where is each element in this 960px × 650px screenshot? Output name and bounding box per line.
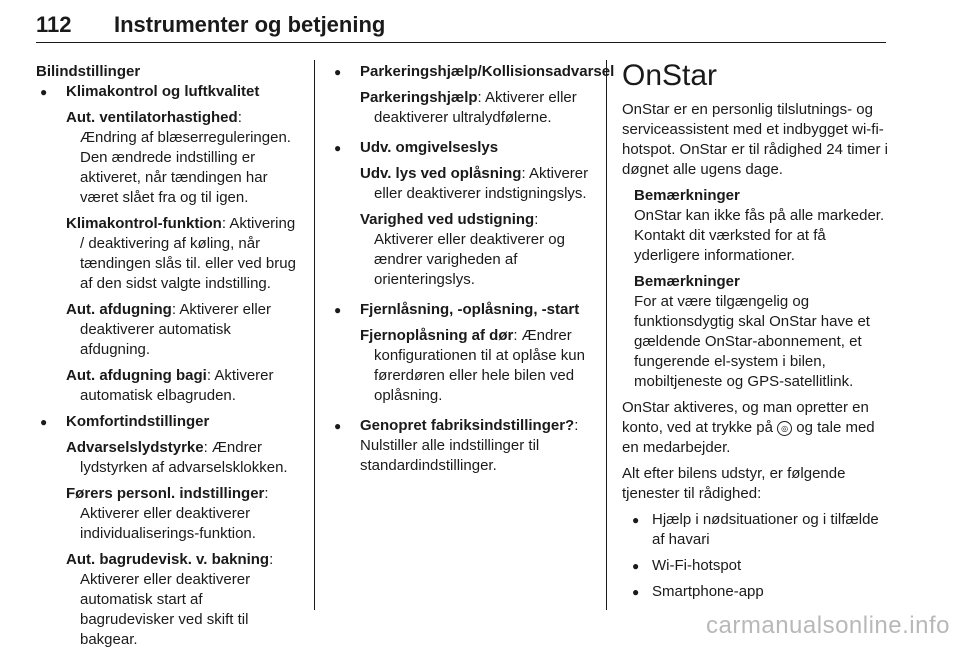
setting-item xyxy=(330,164,590,204)
intro-paragraph: OnStar er en personlig tilslutnings- og serviceassistent med et indbygget wi-fi-hotspot. OnStar er til rådighed 24 timer i døgnet alle ugens dage. xyxy=(622,101,888,178)
setting-text: : Ændring af blæserreguleringen. Den ændrede indstilling er aktiveret, når tændingen har været slået fra og til igen. xyxy=(80,109,291,206)
setting-text: : Ændrer lydstyrken af advarselsklokken. xyxy=(80,439,288,476)
group-body: Nulstiller alle indstillinger til standardindstillinger. xyxy=(360,437,540,474)
section-title: OnStar xyxy=(622,59,718,92)
group-heading: ● Komfortindstillinger xyxy=(36,412,300,432)
column-1 xyxy=(36,62,300,650)
group-heading: ● Klimakontrol og luftkvalitet xyxy=(36,82,300,102)
setting-item xyxy=(330,88,590,128)
setting-text: : Aktiverer automatisk elbagruden. xyxy=(80,367,274,404)
setting-item xyxy=(36,550,300,650)
setting-term: Klimakontrol-funktion xyxy=(66,215,222,232)
setting-item xyxy=(330,326,590,406)
setting-term: Udv. lys ved oplåsning xyxy=(360,165,522,182)
setting-term: Aut. afdugning bagi xyxy=(66,367,207,384)
setting-text: : Ændrer konfigurationen til at oplåse kun førerdøren eller hele bilen ved oplåsning. xyxy=(374,327,585,404)
note-text: OnStar kan ikke fås på alle markeder. Kontakt dit værksted for at få yderligere informationer. xyxy=(634,207,885,264)
section-label: Bilindstillinger xyxy=(36,63,141,80)
activation-text: OnStar aktiveres, og man opretter en konto, ved at trykke på xyxy=(622,399,869,436)
setting-item xyxy=(36,484,300,544)
service-item: ● Smartphone-app xyxy=(622,582,888,602)
setting-item xyxy=(36,438,300,478)
column-divider xyxy=(314,60,315,610)
onstar-button-icon: ◎ xyxy=(777,421,792,436)
activation-text-post: og tale med en medarbejder. xyxy=(622,419,875,456)
setting-term: Parkeringshjælp xyxy=(360,89,478,106)
note-title: Bemærkninger xyxy=(634,273,740,290)
setting-term: Aut. afdugning xyxy=(66,301,172,318)
note-block xyxy=(622,272,888,392)
setting-term: Førers personl. indstillinger xyxy=(66,485,265,502)
setting-text: : Aktiverer eller deaktiverer automatisk start af bagrudevisker ved skift til bakgear. xyxy=(80,551,274,648)
group-item xyxy=(330,416,590,476)
note-title: Bemærkninger xyxy=(634,187,740,204)
page-title: Instrumenter og betjening xyxy=(114,12,386,37)
column-3 xyxy=(622,59,888,602)
setting-term: Fjernoplåsning af dør xyxy=(360,327,514,344)
setting-item xyxy=(36,366,300,406)
setting-item xyxy=(36,108,300,208)
setting-term: Varighed ved udstigning xyxy=(360,211,535,228)
column-2 xyxy=(330,62,615,476)
note-text: For at være tilgængelig og funktionsdygtig skal OnStar have et gældende OnStar-abonnement, et fungerende el-system i bilen, mobiltjeneste og GPS-satellitlink. xyxy=(634,293,870,390)
page-number: 112 xyxy=(36,12,72,37)
note-block xyxy=(622,186,888,266)
setting-item xyxy=(36,300,300,360)
page-header xyxy=(36,8,886,43)
setting-text: : Aktiverer eller deaktiverer automatisk afdugning. xyxy=(80,301,272,358)
service-item: ● Hjælp i nødsituationer og i tilfælde af havari xyxy=(622,510,888,550)
group-heading: ● Parkeringshjælp/Kollisionsadvarsel xyxy=(330,62,590,82)
setting-text: : Aktiverer eller deaktiverer indstigningslys. xyxy=(374,165,589,202)
services-intro: Alt efter bilens udstyr, er følgende tjenester til rådighed: xyxy=(622,465,846,502)
setting-item xyxy=(36,214,300,294)
setting-term: Aut. ventilatorhastighed xyxy=(66,109,238,126)
column-divider xyxy=(606,60,607,610)
setting-text: : Aktivering / deaktivering af køling, når tændingen slås til. eller ved brug af den sidst valgte indstilling. xyxy=(80,215,296,292)
setting-term: Aut. bagrudevisk. v. bakning xyxy=(66,551,270,568)
activation-paragraph xyxy=(622,398,888,458)
setting-text: : Aktiverer eller deaktiverer individualiserings-funktion. xyxy=(80,485,269,542)
service-item: ● Wi-Fi-hotspot xyxy=(622,556,888,576)
setting-text: : Aktiverer eller deaktiverer ultralydfølerne. xyxy=(374,89,577,126)
group-heading: ● Udv. omgivelseslys xyxy=(330,138,590,158)
setting-text: : Aktiverer eller deaktiverer og ændrer varigheden af orienteringslys. xyxy=(374,211,565,288)
setting-term: Advarselslydstyrke xyxy=(66,439,204,456)
group-heading: ● Fjernlåsning, -oplåsning, -start xyxy=(330,300,590,320)
setting-item xyxy=(330,210,590,290)
watermark: carmanualsonline.info xyxy=(706,612,950,639)
group-heading: Genopret fabriksindstillinger? xyxy=(360,417,575,434)
heading-suffix: : xyxy=(574,417,579,434)
